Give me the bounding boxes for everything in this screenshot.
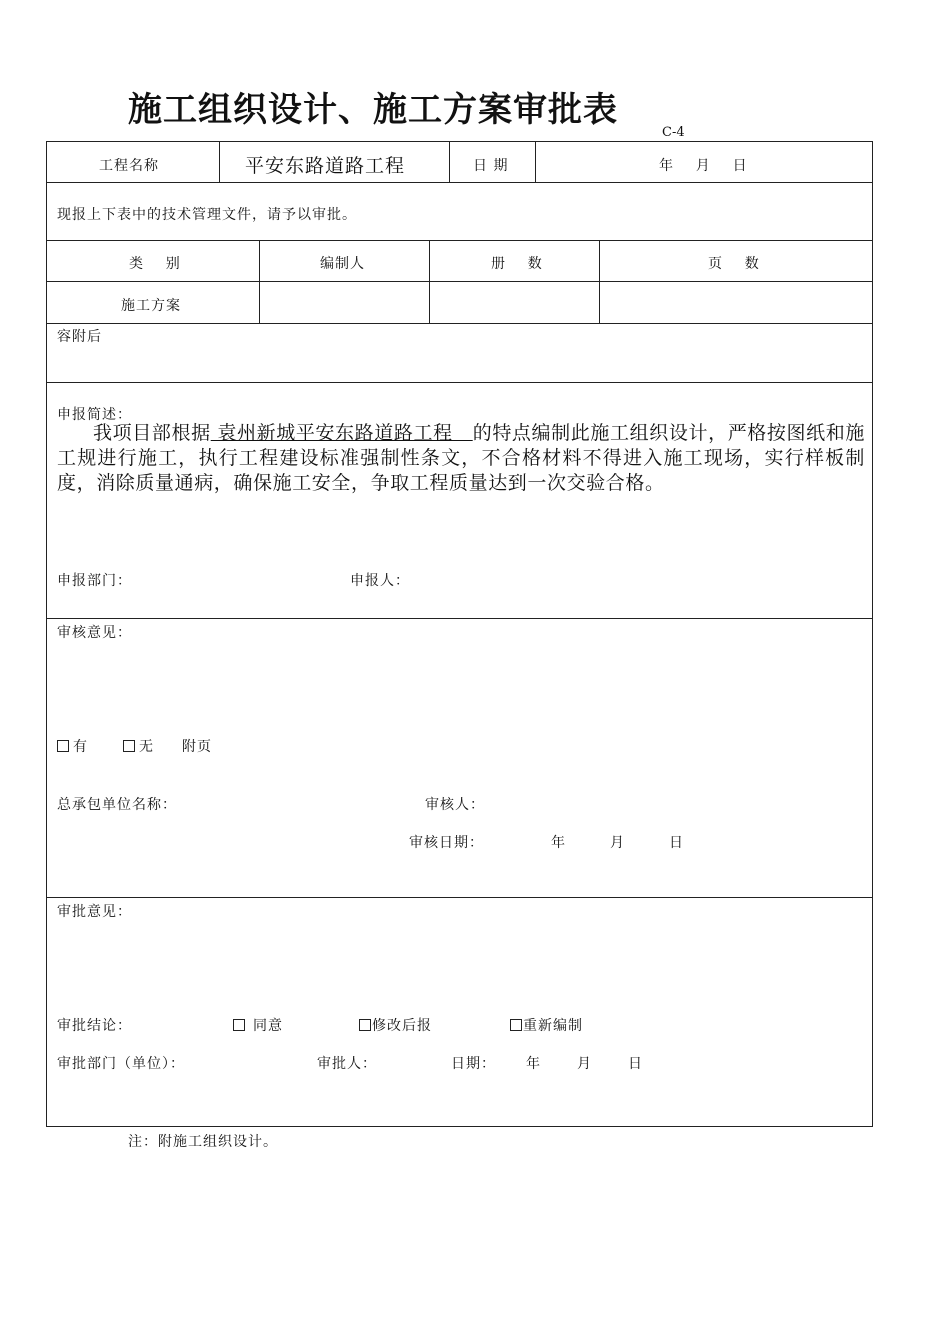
approval-day: 日 (628, 1056, 643, 1072)
col-divider (219, 142, 220, 182)
modify-resubmit-option[interactable]: 修改后报 (359, 1015, 432, 1035)
approval-date-label: 日期： (451, 1056, 496, 1072)
review-year: 年 (551, 835, 566, 851)
approval-year: 年 (526, 1056, 541, 1072)
row-divider (47, 240, 872, 241)
report-person-label: 申报人： (350, 573, 410, 589)
row-divider (47, 382, 872, 383)
attachment-yes-option[interactable]: 有 (57, 736, 88, 756)
col-divider (535, 142, 536, 182)
approval-dept-label: 审批部门（单位）： (57, 1056, 185, 1072)
contractor-name-label: 总承包单位名称： (57, 797, 177, 813)
row-divider (47, 182, 872, 183)
review-day: 日 (669, 835, 684, 851)
approval-form-table (46, 141, 873, 1127)
intro-text: 现报上下表中的技术管理文件，请予以审批。 (57, 207, 357, 223)
report-summary-text (57, 421, 865, 496)
row-divider (47, 323, 872, 324)
report-text-after: 的特点编制此施工组织设计，严格按图纸和施工规进行施工，执行工程建设标准强制性条文，不合格材料不得进入施工现场，实行样板制度，消除质量通病，确保施工安全，争取工程质量达到一次交验合格。 (57, 422, 865, 494)
agree-option[interactable]: 同意 (233, 1015, 283, 1035)
row-divider (47, 281, 872, 282)
column-header-author: 编制人 (320, 256, 365, 272)
date-label: 日 期 (473, 158, 509, 174)
approval-opinion-label: 审批意见： (57, 904, 132, 920)
report-text-before: 我项目部根据 (93, 422, 211, 444)
form-code: C-4 (662, 125, 685, 140)
approver-label: 审批人： (317, 1056, 377, 1072)
review-date-label: 审核日期： (409, 835, 484, 851)
recompile-option[interactable]: 重新编制 (510, 1015, 583, 1035)
col-divider (259, 240, 260, 323)
checkbox-icon[interactable] (233, 1019, 245, 1031)
date-value: 年 月 日 (659, 158, 748, 174)
attachment-pages-label: 附页 (182, 739, 212, 755)
reviewer-label: 审核人： (425, 797, 485, 813)
column-header-pages: 页 数 (708, 256, 760, 272)
category-cell: 施工方案 (121, 298, 181, 314)
review-opinion-label: 审核意见： (57, 625, 132, 641)
column-header-category: 类 别 (129, 256, 181, 272)
project-name-value: 平安东路道路工程 (245, 155, 406, 177)
footnote: 注：附施工组织设计。 (128, 1134, 278, 1150)
approval-conclusion-label: 审批结论： (57, 1018, 132, 1034)
checkbox-icon[interactable] (57, 740, 69, 752)
col-divider (429, 240, 430, 323)
contents-label: 容附后 (57, 329, 102, 345)
row-divider (47, 618, 872, 619)
report-project-underlined: 袁州新城平安东路道路工程 (210, 422, 473, 444)
project-name-label: 工程名称 (99, 158, 159, 174)
approval-month: 月 (577, 1056, 592, 1072)
col-divider (599, 240, 600, 323)
review-month: 月 (610, 835, 625, 851)
form-title: 施工组织设计、施工方案审批表 (128, 90, 618, 130)
checkbox-icon[interactable] (359, 1019, 371, 1031)
report-dept-label: 申报部门： (57, 573, 132, 589)
checkbox-icon[interactable] (510, 1019, 522, 1031)
report-summary-label: 申报简述： (57, 407, 132, 423)
row-divider (47, 897, 872, 898)
column-header-volumes: 册 数 (491, 256, 543, 272)
col-divider (449, 142, 450, 182)
checkbox-icon[interactable] (123, 740, 135, 752)
attachment-no-option[interactable]: 无 (123, 736, 154, 756)
